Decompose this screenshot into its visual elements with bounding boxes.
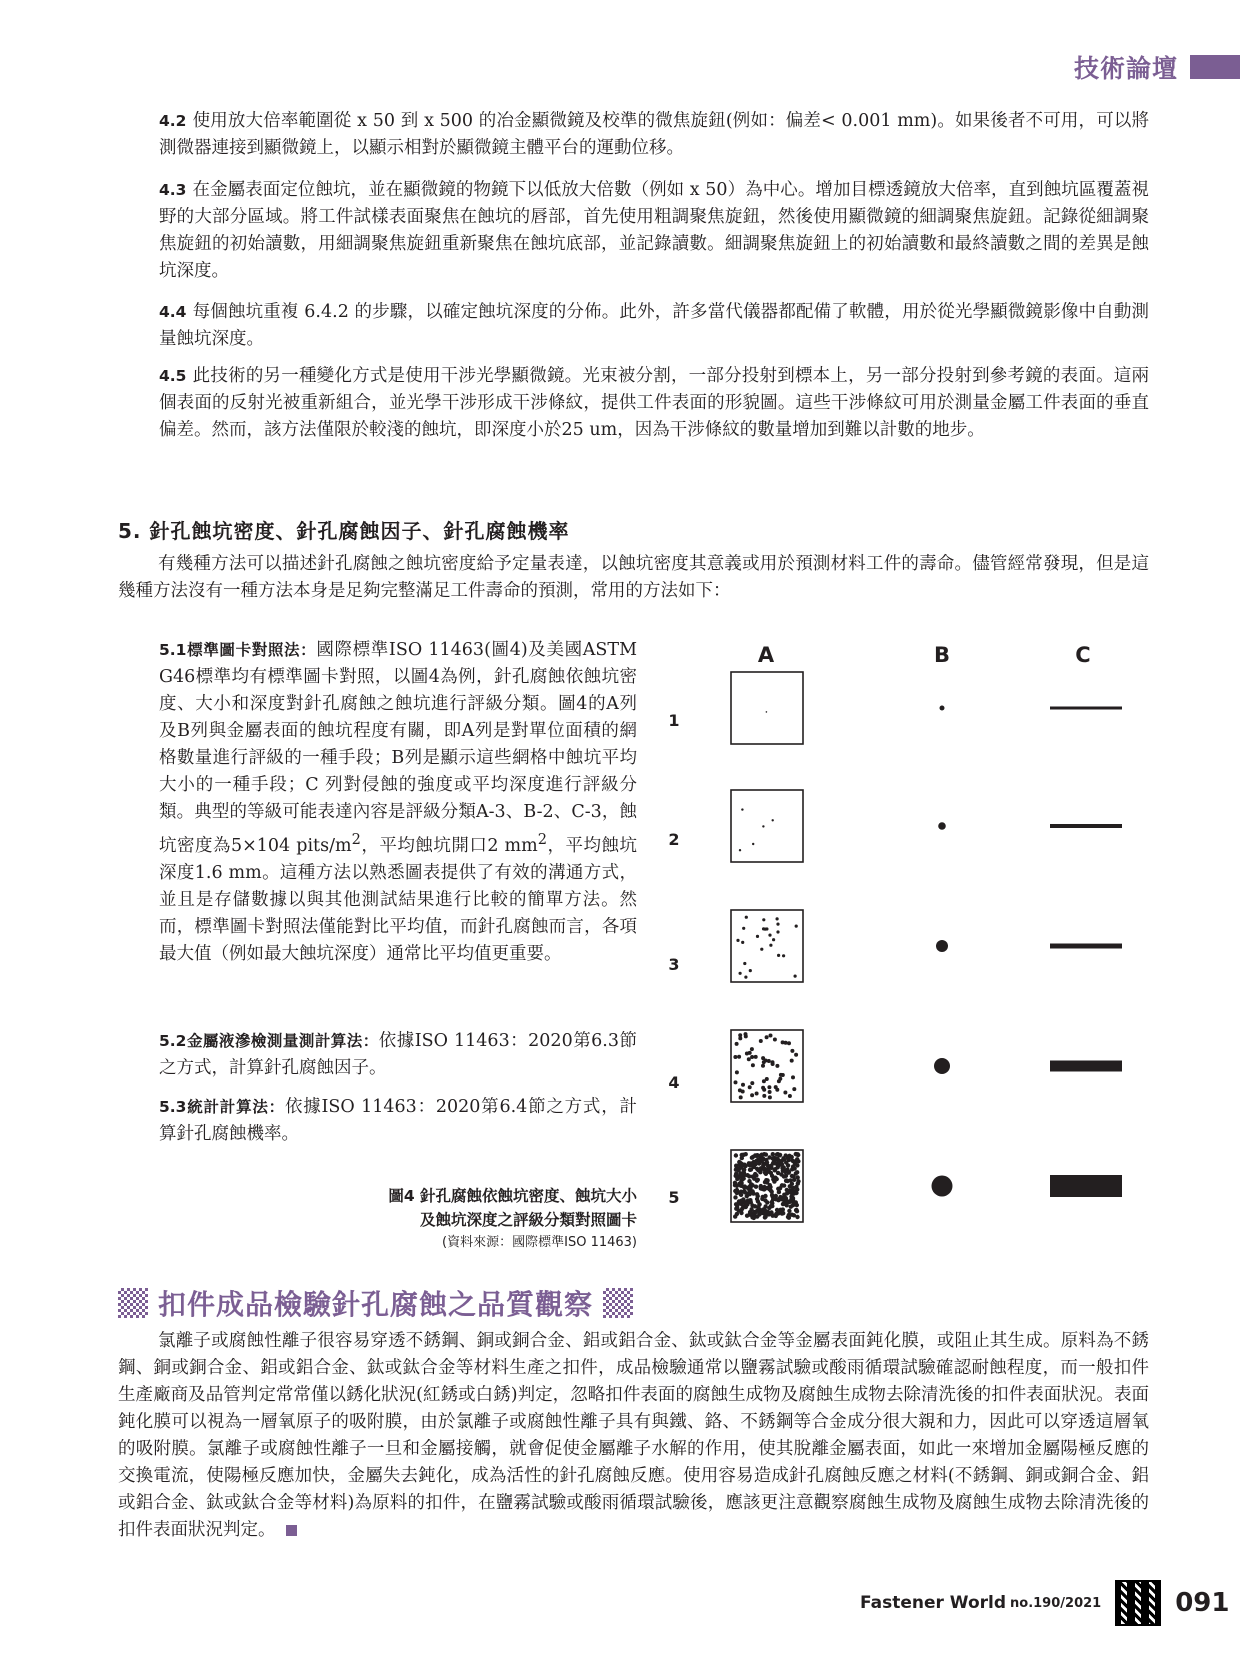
pit-dot (770, 1174, 774, 1178)
pit-dot (794, 1159, 798, 1163)
pit-dot (764, 1209, 768, 1213)
pit-dot (737, 1055, 741, 1059)
pit-dot (770, 1193, 774, 1197)
pit-dot (762, 1094, 766, 1098)
pit-dot (750, 1081, 754, 1085)
pit-dot (785, 1188, 789, 1192)
pit-dot (778, 1077, 782, 1081)
paragraph-4-5 (159, 363, 1149, 444)
pit-dot (740, 1162, 744, 1166)
pit-dot (744, 976, 747, 979)
pit-dot (773, 1177, 777, 1181)
pit-size-dot (934, 1058, 950, 1074)
pit-dot (772, 938, 775, 941)
square-icon (286, 1525, 297, 1536)
pit-dot (748, 1184, 752, 1188)
pit-dot (742, 1185, 746, 1189)
pit-dot (739, 972, 742, 975)
pit-dot (782, 1202, 786, 1206)
pit-dot (756, 935, 759, 938)
paragraph-text-b: ，平均蝕坑開口2 mm (360, 835, 538, 856)
pit-dot (748, 1210, 752, 1214)
pit-dot (788, 1094, 792, 1098)
pit-dot (787, 1209, 791, 1213)
pit-depth-bar (1050, 1061, 1122, 1072)
pit-dot (734, 1207, 738, 1211)
pit-dot (744, 1032, 748, 1036)
pit-dot (787, 1170, 791, 1174)
paragraph-text: 在金屬表面定位蝕坑，並在顯微鏡的物鏡下以低放大倍數（例如 x 50）為中心。增加目標透鏡放大倍率，直到蝕坑區覆蓋視野的大部分區域。將工件試樣表面聚焦在蝕坑的唇部，首先使用粗調聚焦旋鈕，然後使用顯微鏡的細調聚焦旋鈕。記錄從細調聚焦旋鈕的初始讀數，用細調聚焦旋鈕重新聚焦在蝕坑底部，並記錄讀數。細調聚焦旋鈕上的初始讀數和最終讀數之間的差異是蝕坑深度。 (159, 180, 1149, 281)
pit-dot (735, 1212, 739, 1216)
paragraph-text: 此技術的另一種變化方式是使用干涉光學顯微鏡。光束被分割，一部分投射到標本上，另一部分投射到參考鏡的表面。這兩個表面的反射光被重新組合，並光學干涉形成干涉條紋，提供工件表面的形貌圖。這些干涉條紋可用於測量金屬工件表面的垂直偏差。然而，該方法僅限於較淺的蝕坑，即深度小於25 um，因為干涉條紋的數量增加到難以計數的地步。 (159, 366, 1149, 440)
pit-dot (772, 1161, 776, 1165)
pit-dot (793, 1201, 797, 1205)
pit-dot (776, 1198, 780, 1202)
grid-square (731, 672, 803, 744)
pit-dot (747, 1179, 751, 1183)
pit-dot (776, 923, 779, 926)
pit-dot (739, 1211, 743, 1215)
pit-dot (787, 1213, 791, 1217)
figure-caption (300, 1184, 637, 1254)
pit-dot (795, 1170, 799, 1174)
pit-depth-bar (1050, 824, 1122, 828)
section-5-heading: 5. 針孔蝕坑密度、針孔腐蝕因子、針孔腐蝕機率 (118, 519, 570, 543)
pit-dot (771, 1152, 775, 1156)
pit-dot (752, 843, 754, 845)
pit-dot (751, 1063, 755, 1067)
section-5-intro: 有幾種方法可以描述針孔腐蝕之蝕坑密度給予定量表達，以蝕坑密度其意義或用於預測材料工件的壽命。儘管經常發現，但是這幾種方法沒有一種方法本身是足夠完整滿足工件壽命的預測，常用的方法如下： (118, 554, 1149, 601)
page-number: 091 (1175, 1588, 1230, 1618)
pit-dot (776, 917, 779, 920)
pit-dot (787, 1041, 791, 1045)
pit-dot (743, 962, 746, 965)
column-label-b: B (933, 643, 951, 667)
pit-dot (749, 1190, 753, 1194)
paragraph-4-4 (159, 299, 1149, 353)
quality-heading (118, 1283, 643, 1323)
pit-dot (777, 1153, 781, 1157)
pit-dot (771, 1062, 775, 1066)
pit-dot (733, 1055, 737, 1059)
pit-dot (767, 1085, 771, 1089)
pit-dot (764, 1178, 768, 1182)
paragraph-number: 4.2 (159, 112, 187, 130)
paragraph-text-a: 國際標準ISO 11463(圖4)及美國ASTM G46標準均有標準圖卡對照，以圖4為例，針孔腐蝕依蝕坑密度、大小和深度對針孔腐蝕之蝕坑進行評級分類。圖4的A列及B列與金屬表面的蝕坑程度有關，即A列是對單位面積的網格數量進行評級的一種手段；B列是顯示這些網格中蝕坑平均大小的一種手段；C 列對侵蝕的強度或平均深度進行評級分類。典型的等級可能表達內容是評級分類A-3、B-2、C-3，蝕坑密度為5×104 pits/m (159, 640, 637, 856)
quality-paragraph (118, 1328, 1149, 1544)
pit-dot (741, 808, 743, 810)
pit-dot (749, 969, 752, 972)
pitting-rating-chart (660, 640, 1140, 1260)
pit-dot (745, 1173, 749, 1177)
pit-dot (789, 1198, 793, 1202)
pit-dot (735, 1042, 739, 1046)
pit-dot (743, 1190, 747, 1194)
pit-dot (790, 1049, 794, 1053)
pit-depth-bar (1050, 707, 1122, 710)
paragraph-text: 依據ISO 11463：2020第6.3節之方式，計算針孔腐蝕因子。 (159, 1031, 637, 1078)
paragraph-5-2 (159, 1028, 637, 1082)
pit-dot (776, 1187, 780, 1191)
row-label-4: 4 (668, 1073, 680, 1092)
pit-dot (762, 825, 764, 827)
pit-dot (755, 1092, 759, 1096)
pit-dot (739, 849, 741, 851)
pit-dot (756, 1157, 760, 1161)
pit-dot (792, 1087, 796, 1091)
pit-dot (756, 1205, 760, 1209)
grid-square (731, 790, 803, 862)
column-label-c: C (1075, 643, 1091, 667)
pit-dot (795, 925, 798, 928)
pit-dot (794, 1053, 798, 1057)
pit-dot (750, 1163, 754, 1167)
pit-dot (745, 1214, 749, 1218)
pit-dot (744, 1205, 748, 1209)
pit-dot (745, 1052, 749, 1056)
pit-dot (789, 1191, 793, 1195)
row-label-5: 5 (668, 1188, 680, 1207)
pit-dot (742, 1167, 746, 1171)
pit-dot (767, 1059, 771, 1063)
pit-dot (780, 1159, 784, 1163)
issue-number: no.190/2021 (1010, 1595, 1102, 1611)
pit-dot (741, 1090, 745, 1094)
pit-dot (741, 1083, 745, 1087)
caption-source: (資料來源：國際標準ISO 11463) (442, 1235, 637, 1250)
pit-dot (784, 1160, 788, 1164)
pit-dot (791, 1075, 795, 1079)
pit-dot (769, 1212, 773, 1216)
pit-dot (772, 819, 774, 821)
paragraph-5-1 (159, 637, 637, 968)
pit-dot (782, 954, 785, 957)
pit-dot (782, 1174, 786, 1178)
pit-dot (765, 1035, 769, 1039)
caption-line-1: 圖4 針孔腐蝕依蝕坑密度、蝕坑大小 (388, 1187, 637, 1205)
pit-dot (766, 711, 768, 713)
pit-dot (768, 1095, 772, 1099)
pit-dot (737, 1166, 741, 1170)
pit-dot (796, 1181, 800, 1185)
pit-dot (762, 1088, 766, 1092)
pit-dot (739, 1172, 743, 1176)
pit-dot (783, 1091, 787, 1095)
pit-dot (777, 954, 780, 957)
pit-dot (747, 1057, 751, 1061)
pit-depth-bar (1050, 1175, 1122, 1197)
pit-dot (738, 1036, 742, 1040)
pit-dot (764, 1152, 768, 1156)
pit-dot (776, 930, 779, 933)
pit-dot (782, 1194, 786, 1198)
pit-dot (742, 927, 745, 930)
column-label-a: A (757, 643, 775, 667)
pit-dot (742, 1176, 746, 1180)
section-tag-label: 技術論壇 (1073, 54, 1178, 83)
pit-dot (773, 1038, 777, 1042)
pit-dot (763, 1194, 767, 1198)
pit-dot (786, 1179, 790, 1183)
pit-dot (768, 934, 771, 937)
pit-dot (750, 1055, 754, 1059)
paragraph-number: 4.3 (159, 181, 187, 199)
pit-dot (759, 1039, 763, 1043)
paragraph-lead: 5.1標準圖卡對照法： (159, 641, 317, 659)
pit-dot (765, 1077, 769, 1081)
grid-square (731, 910, 803, 982)
paragraph-number: 4.5 (159, 367, 187, 385)
pit-size-dot (940, 706, 945, 711)
pit-dot (769, 1034, 773, 1038)
pit-size-dot (938, 822, 946, 830)
paragraph-text: 每個蝕坑重複 6.4.2 的步驟，以確定蝕坑深度的分佈。此外，許多當代儀器都配備了軟體，用於從光學顯微鏡影像中自動測量蝕坑深度。 (159, 302, 1149, 349)
pit-dot (774, 1085, 778, 1089)
pit-dot (770, 1204, 774, 1208)
pit-dot (763, 1198, 767, 1202)
pit-dot (796, 1175, 800, 1179)
pit-dot (764, 928, 767, 931)
pit-dot (779, 1073, 783, 1077)
caption-line-2: 及蝕坑深度之評級分類對照圖卡 (419, 1211, 637, 1229)
paragraph-5-3 (159, 1094, 637, 1148)
paragraph-text-c: ，平均蝕坑深度1.6 mm。這種方法以熟悉圖表提供了有效的溝通方式，並且是存儲數據以與其他測試結果進行比較的簡單方法。然而，標準圖卡對照法僅能對比平均值，而針孔腐蝕而言，各項最大值（例如最大蝕坑深度）通常比平均值更重要。 (159, 835, 637, 964)
section-tag-bar (1190, 55, 1240, 79)
pit-dot (771, 1156, 775, 1160)
pit-dot (736, 939, 739, 942)
pit-dot (756, 1194, 760, 1198)
quality-text: 氯離子或腐蝕性離子很容易穿透不銹鋼、銅或銅合金、鋁或鋁合金、鈦或鈦合金等金屬表面鈍化膜，或阻止其生成。原料為不銹鋼、銅或銅合金、鋁或鋁合金、鈦或鈦合金等材料生產之扣件，成品檢驗通常以鹽霧試驗或酸雨循環試驗確認耐蝕程度，而一般扣件生產廠商及品管判定常常僅以銹化狀況(紅銹或白銹)判定，忽略扣件表面的腐蝕生成物及腐蝕生成物去除清洗後的扣件表面狀況。表面鈍化膜可以視為一層氧原子的吸附膜，由於氯離子或腐蝕性離子具有與鐵、鉻、不銹鋼等合金成分很大親和力，因此可以穿透這層氧的吸附膜。氯離子或腐蝕性離子一旦和金屬接觸，就會促使金屬離子水解的作用，使其脫離金屬表面，如此一來增加金屬陽極反應的交換電流，使陽極反應加快，金屬失去鈍化，成為活性的針孔腐蝕反應。使用容易造成針孔腐蝕反應之材料(不銹鋼、銅或銅合金、鋁或鋁合金、鈦或鈦合金等材料)為原料的扣件，在鹽霧試驗或酸雨循環試驗後，應該更注意觀察腐蝕生成物及腐蝕生成物去除清洗後的扣件表面狀況判定。 (118, 1331, 1149, 1540)
pit-dot (762, 918, 765, 921)
pit-dot (734, 1080, 738, 1084)
paragraph-4-2 (159, 108, 1149, 162)
pit-dot (741, 941, 744, 944)
pit-dot (760, 1153, 764, 1157)
qr-code-icon (1115, 1580, 1161, 1626)
pit-dot (768, 1183, 772, 1187)
pit-dot (773, 1167, 777, 1171)
pit-dot (734, 1174, 738, 1178)
page-footer (860, 1580, 1230, 1626)
paragraph-lead: 5.3統計計算法： (159, 1098, 285, 1116)
pit-depth-bar (1050, 944, 1122, 949)
pit-dot (733, 1189, 737, 1193)
pit-dot (750, 1047, 754, 1051)
magazine-name: Fastener World (860, 1593, 1007, 1613)
pit-dot (735, 1070, 739, 1074)
pit-dot (748, 1085, 752, 1089)
pit-dot (794, 975, 797, 978)
pit-dot (751, 1155, 755, 1159)
pit-dot (745, 916, 748, 919)
pit-dot (733, 1195, 737, 1199)
pit-dot (780, 1183, 784, 1187)
pit-dot (796, 1153, 800, 1157)
paragraph-4-3 (159, 177, 1149, 285)
pit-dot (754, 1055, 758, 1059)
pit-dot (740, 1156, 744, 1160)
pit-dot (757, 1168, 761, 1172)
section-tag (1074, 50, 1240, 84)
pit-dot (787, 1154, 791, 1158)
pit-dot (739, 1199, 743, 1203)
pit-dot (775, 1064, 779, 1068)
pit-dot (794, 1208, 798, 1212)
pit-dot (765, 1160, 769, 1164)
paragraph-text: 依據ISO 11463：2020第6.4節之方式，計算針孔腐蝕機率。 (159, 1097, 637, 1144)
pit-dot (771, 1197, 775, 1201)
paragraph-number: 4.4 (159, 303, 187, 321)
pit-dot (790, 1182, 794, 1186)
pit-dot (761, 1064, 765, 1068)
pit-dot (753, 1172, 757, 1176)
paragraph-lead: 5.2金屬液滲檢測量測計算法： (159, 1032, 379, 1050)
row-label-1: 1 (668, 711, 680, 730)
paragraph-text: 使用放大倍率範圍從 x 50 到 x 500 的冶金顯微鏡及校準的微焦旋鈕(例如：偏差< 0.001 mm)。如果後者不可用，可以將測微器連接到顯微鏡上，以顯示相對於顯微鏡主體平台的運動位移。 (159, 111, 1149, 158)
pit-dot (784, 1041, 788, 1045)
pit-dot (739, 1192, 743, 1196)
pit-size-dot (936, 940, 948, 952)
pit-dot (734, 1153, 738, 1157)
pit-dot (792, 1213, 796, 1217)
pit-dot (756, 1178, 760, 1182)
pit-dot (739, 1095, 743, 1099)
quality-heading-text: 扣件成品檢驗針孔腐蝕之品質觀察 (158, 1288, 594, 1321)
pit-dot (755, 1153, 759, 1157)
row-label-2: 2 (668, 830, 680, 849)
pit-dot (790, 1059, 794, 1063)
checker-icon (603, 1288, 633, 1318)
pit-dot (768, 1090, 772, 1094)
pit-dot (761, 1056, 765, 1060)
pit-dot (767, 1187, 771, 1191)
pit-dot (774, 1212, 778, 1216)
checker-icon (118, 1288, 148, 1318)
pit-dot (750, 1093, 754, 1097)
pit-dot (766, 1169, 770, 1173)
pit-dot (750, 1203, 754, 1207)
row-label-3: 3 (668, 955, 680, 974)
superscript: 2 (351, 831, 361, 848)
pit-dot (748, 1168, 752, 1172)
pit-dot (759, 1186, 763, 1190)
pit-size-dot (932, 1176, 953, 1197)
pit-dot (791, 1174, 795, 1178)
pit-dot (737, 1182, 741, 1186)
pit-dot (769, 944, 772, 947)
pit-dot (779, 1210, 783, 1214)
pit-dot (780, 1166, 784, 1170)
pit-dot (754, 1185, 758, 1189)
pit-dot (794, 1189, 798, 1193)
superscript: 2 (537, 831, 547, 848)
pit-dot (760, 948, 763, 951)
pit-dot (750, 1215, 754, 1219)
